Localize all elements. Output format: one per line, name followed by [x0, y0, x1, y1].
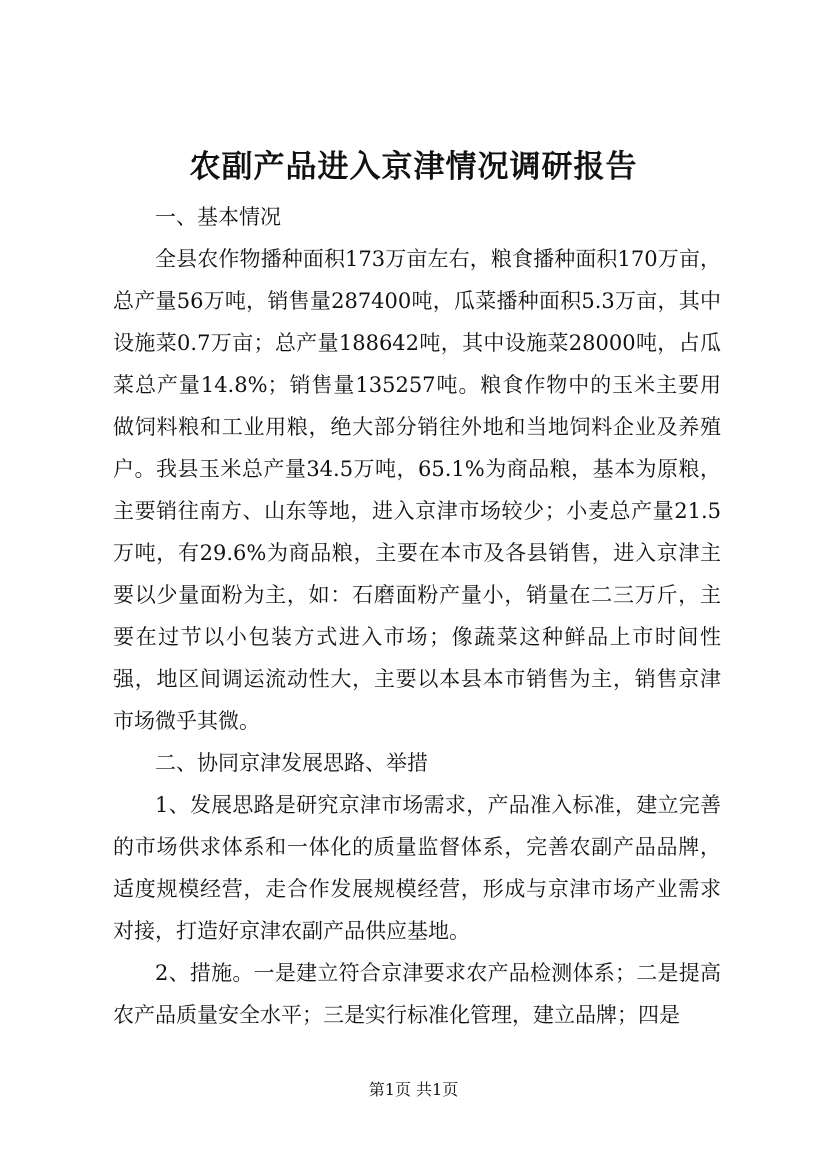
- section-2-paragraph-2: 2、措施。一是建立符合京津要求农产品检测体系；二是提高农产品质量安全水平；三是实行标准化管理，建立品牌；四是: [113, 961, 721, 1027]
- section-1-heading: 一、基本情况: [155, 205, 281, 229]
- document-title: 农副产品进入京津情况调研报告: [189, 149, 638, 185]
- section-2-paragraph-1: 1、发展思路是研究京津市场需求，产品准入标准，建立完善的市场供求体系和一体化的质量监督体系，完善农副产品品牌，适度规模经营，走合作发展规模经营，形成与京津市场产业需求对接，打造好京津农副产品供应基地。: [113, 793, 721, 943]
- section-2-heading: 二、协同京津发展思路、举措: [155, 751, 428, 775]
- section-1-paragraph: 全县农作物播种面积173万亩左右，粮食播种面积170万亩，总产量56万吨，销售量287400吨，瓜菜播种面积5.3万亩，其中设施菜0.7万亩；总产量188642吨，其中设施菜28000吨，占瓜菜总产量14.8%；销售量135257吨。粮食作物中的玉米主要用做饲料粮和工业用粮，绝大部分销往外地和当地饲料企业及养殖户。我县玉米总产量34.5万吨，65.1%为商品粮，基本为原粮，主要销往南方、山东等地，进入京津市场较少；小麦总产量21.5万吨，有29.6%为商品粮，主要在本市及各县销售，进入京津主要以少量面粉为主，如：石磨面粉产量小，销量在二三万斤，主要在过节以小包装方式进入市场；像蔬菜这种鲜品上市时间性强，地区间调运流动性大，主要以本县本市销售为主，销售京津市场微乎其微。: [113, 247, 721, 733]
- page-footer: 第1页 共1页: [368, 1080, 459, 1099]
- document-body: [113, 196, 721, 1036]
